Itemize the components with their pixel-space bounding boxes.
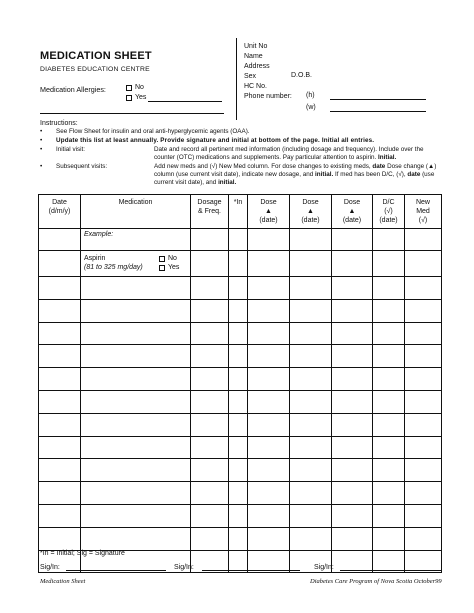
patient-info-block [244, 42, 292, 102]
table-cell[interactable] [81, 277, 191, 300]
table-row [39, 504, 442, 527]
instruction-initial-text [154, 146, 444, 162]
table-cell[interactable] [248, 322, 290, 345]
table-cell[interactable] [373, 413, 405, 436]
header-date-label: Date [52, 199, 67, 206]
table-cell[interactable] [248, 277, 290, 300]
table-cell[interactable] [39, 277, 81, 300]
instruction-subsequent-bold-d: initial. [218, 179, 237, 187]
header-dose-3 [332, 195, 373, 229]
bullet-icon: • [40, 137, 43, 144]
signature-line-1[interactable] [66, 570, 166, 571]
table-cell[interactable] [332, 229, 373, 251]
instruction-subsequent-text [154, 163, 449, 188]
table-cell[interactable] [332, 459, 373, 482]
table-cell[interactable] [39, 436, 81, 459]
table-cell[interactable] [229, 322, 248, 345]
table-cell[interactable] [39, 504, 81, 527]
table-row [39, 368, 442, 391]
table-row [39, 299, 442, 322]
checkmark-icon: (√) [418, 217, 428, 224]
table-cell[interactable] [248, 413, 290, 436]
table-cell[interactable] [81, 413, 191, 436]
table-cell[interactable] [229, 229, 248, 251]
table-cell[interactable] [248, 368, 290, 391]
table-cell[interactable] [81, 322, 191, 345]
triangle-up-icon: ▲ [307, 208, 314, 215]
table-cell[interactable] [290, 251, 332, 277]
table-cell[interactable] [191, 299, 229, 322]
triangle-up-icon: ▲ [265, 208, 272, 215]
table-cell[interactable] [248, 459, 290, 482]
table-cell[interactable] [81, 251, 191, 277]
table-cell[interactable] [248, 482, 290, 505]
table-row [39, 459, 442, 482]
instruction-subsequent-bold-a: date [372, 163, 386, 170]
table-row [39, 527, 442, 550]
bullet-icon: • [40, 163, 43, 170]
instruction-initial-body: Date and record all pertinent med information (including dosage and frequency). Include over the counter (OTC) medications and supplements. Pay particular attention to aspirin. [154, 146, 424, 162]
header-dosage [191, 195, 229, 229]
table-cell[interactable] [191, 390, 229, 413]
table-row [39, 413, 442, 436]
header-dose-2 [290, 195, 332, 229]
table-cell[interactable] [39, 413, 81, 436]
table-cell[interactable] [405, 345, 442, 368]
instructions-heading: Instructions: [40, 120, 78, 127]
table-cell[interactable] [405, 413, 442, 436]
phone-work-line[interactable] [330, 111, 426, 112]
table-cell[interactable] [290, 527, 332, 550]
header-med-label: Med [416, 208, 430, 215]
table-cell[interactable] [332, 527, 373, 550]
signature-line-2[interactable] [202, 570, 300, 571]
table-cell[interactable] [332, 504, 373, 527]
table-cell[interactable] [39, 299, 81, 322]
table-cell[interactable] [81, 527, 191, 550]
table-cell[interactable] [248, 527, 290, 550]
signature-line-3[interactable] [340, 570, 442, 571]
table-cell[interactable] [332, 368, 373, 391]
header-dose-1 [248, 195, 290, 229]
table-cell[interactable] [229, 413, 248, 436]
table-cell[interactable] [373, 277, 405, 300]
header-medication-label: Medication [118, 199, 153, 206]
checkbox-icon[interactable] [159, 265, 165, 271]
table-cell[interactable] [229, 482, 248, 505]
example-drug-dose: (81 to 325 mg/day) [84, 264, 143, 271]
header-date [39, 195, 81, 229]
table-row-example-label [39, 229, 442, 251]
table-cell[interactable] [191, 482, 229, 505]
header-dose-1-label: Dose [260, 199, 277, 206]
header-dosage-label: Dosage [197, 199, 222, 206]
table-cell[interactable] [191, 504, 229, 527]
allergy-yes-option[interactable] [126, 94, 146, 101]
table-cell[interactable] [39, 322, 81, 345]
table-cell[interactable] [290, 413, 332, 436]
table-cell[interactable] [191, 413, 229, 436]
page-title: MEDICATION SHEET [40, 50, 152, 62]
instruction-subsequent-part-a: Add new meds and (√) New Med column. For dose changes to existing meds, [154, 163, 371, 170]
table-cell[interactable] [191, 322, 229, 345]
table-cell[interactable] [39, 368, 81, 391]
table-cell[interactable] [229, 390, 248, 413]
page-subtitle: DIABETES EDUCATION CENTRE [40, 66, 150, 73]
table-cell[interactable] [229, 277, 248, 300]
table-cell[interactable] [191, 229, 229, 251]
table-cell[interactable] [373, 229, 405, 251]
instruction-flow-sheet: See Flow Sheet for insulin and oral anti-hyperglycemic agents (OAA). [56, 128, 250, 135]
table-cell[interactable] [290, 277, 332, 300]
instruction-subsequent-bold-b: initial. [315, 171, 334, 179]
table-cell[interactable] [405, 390, 442, 413]
table-row [39, 322, 442, 345]
table-cell[interactable] [229, 368, 248, 391]
table-row [39, 482, 442, 505]
table-cell[interactable] [405, 277, 442, 300]
table-cell[interactable] [332, 345, 373, 368]
instruction-subsequent-part-b: Dose change (▲) column (use current visit date), indicate new dosage, and [154, 163, 437, 179]
header-dose-1-sub: (date) [259, 217, 278, 224]
table-cell[interactable] [229, 345, 248, 368]
header-dose-2-label: Dose [302, 199, 319, 206]
table-cell[interactable] [405, 322, 442, 345]
instruction-initial-label: Initial visit: [56, 146, 86, 153]
address-label: Address [244, 63, 270, 70]
table-cell[interactable] [229, 299, 248, 322]
table-cell[interactable] [191, 277, 229, 300]
header-dc-sub: (date) [379, 217, 398, 224]
checkbox-icon[interactable] [126, 95, 132, 101]
table-cell[interactable] [39, 345, 81, 368]
name-label: Name [244, 53, 263, 60]
unit-no-label: Unit No [244, 43, 268, 50]
table-cell[interactable] [332, 251, 373, 277]
table-cell[interactable] [229, 504, 248, 527]
example-label: Example: [84, 231, 114, 238]
example-yes-label: Yes [168, 264, 180, 271]
header-date-sub: (d/m/y) [48, 208, 71, 215]
table-cell[interactable] [332, 299, 373, 322]
table-cell[interactable] [373, 345, 405, 368]
signature-label-3: Sig/In: [314, 564, 334, 571]
table-cell[interactable] [290, 368, 332, 391]
table-cell[interactable] [290, 229, 332, 251]
header-dosage-sub: & Freq. [198, 208, 221, 215]
table-cell[interactable] [81, 390, 191, 413]
table-cell[interactable] [405, 504, 442, 527]
hc-no-label: HC No. [244, 83, 267, 90]
header-dose-3-label: Dose [343, 199, 361, 206]
table-cell[interactable] [248, 229, 290, 251]
table-cell[interactable] [81, 229, 191, 251]
table-cell[interactable] [81, 299, 191, 322]
table-cell[interactable] [191, 345, 229, 368]
footer-form-name: Medication Sheet [40, 578, 86, 585]
table-cell[interactable] [229, 527, 248, 550]
allergy-no-label: No [135, 84, 144, 91]
checkmark-icon: (√) [384, 208, 393, 215]
table-row [39, 390, 442, 413]
table-cell[interactable] [373, 368, 405, 391]
table-cell[interactable] [81, 436, 191, 459]
table-cell[interactable] [290, 482, 332, 505]
instruction-initial-emphasis: Initial. [378, 154, 397, 162]
table-cell[interactable] [39, 482, 81, 505]
allergies-label: Medication Allergies: [40, 85, 106, 94]
signature-label-1: Sig/In: [40, 564, 60, 571]
table-cell[interactable] [39, 527, 81, 550]
table-cell[interactable] [229, 251, 248, 277]
header-vertical-divider [236, 38, 237, 120]
header-new-med [405, 195, 442, 229]
table-cell[interactable] [373, 322, 405, 345]
table-cell[interactable] [290, 436, 332, 459]
table-cell[interactable] [191, 459, 229, 482]
table-cell[interactable] [229, 436, 248, 459]
allergy-details-line[interactable] [148, 101, 222, 102]
table-cell[interactable] [191, 368, 229, 391]
table-cell[interactable] [290, 322, 332, 345]
table-cell[interactable] [81, 504, 191, 527]
table-cell[interactable] [229, 459, 248, 482]
table-cell[interactable] [248, 345, 290, 368]
example-no-label: No [168, 255, 177, 262]
table-cell[interactable] [405, 368, 442, 391]
table-cell[interactable] [290, 390, 332, 413]
bullet-icon: • [40, 146, 43, 153]
table-cell[interactable] [39, 390, 81, 413]
allergy-yes-label: Yes [135, 94, 147, 101]
signature-label-2: Sig/In: [174, 564, 194, 571]
table-cell[interactable] [81, 459, 191, 482]
table-cell[interactable] [290, 504, 332, 527]
medication-table [38, 194, 442, 573]
table-cell[interactable] [81, 345, 191, 368]
table-cell[interactable] [248, 390, 290, 413]
table-row [39, 345, 442, 368]
table-cell[interactable] [405, 527, 442, 550]
instruction-subsequent-bold-c: date [407, 171, 421, 179]
table-cell[interactable] [332, 390, 373, 413]
table-cell[interactable] [290, 459, 332, 482]
table-cell[interactable] [405, 251, 442, 277]
table-cell[interactable] [191, 251, 229, 277]
triangle-up-icon: ▲ [348, 208, 356, 215]
table-cell[interactable] [81, 368, 191, 391]
table-row [39, 436, 442, 459]
instruction-subsequent-part-d: (use current visit date), and [154, 171, 435, 187]
checkbox-icon[interactable] [126, 85, 132, 91]
example-drug-name: Aspirin [84, 255, 106, 262]
table-cell[interactable] [248, 436, 290, 459]
example-no-option[interactable] [159, 254, 179, 263]
table-cell[interactable] [332, 436, 373, 459]
instruction-subsequent-label: Subsequent visits: [56, 163, 108, 170]
footer-program: Diabetes Care Program of Nova Scotia October99 [310, 578, 442, 585]
dob-label: D.O.B. [291, 72, 313, 79]
checkbox-icon[interactable] [159, 256, 165, 262]
table-cell[interactable] [405, 482, 442, 505]
table-cell[interactable] [332, 322, 373, 345]
header-initial [229, 195, 248, 229]
header-new-label: New [415, 199, 430, 206]
table-cell[interactable] [332, 413, 373, 436]
table-row-example-aspirin [39, 251, 442, 277]
table-cell[interactable] [191, 436, 229, 459]
table-cell[interactable] [373, 436, 405, 459]
table-cell[interactable] [39, 229, 81, 251]
bullet-icon: • [40, 128, 43, 135]
table-cell[interactable] [290, 345, 332, 368]
phone-home-label: (h) [306, 92, 315, 99]
header-dc [373, 195, 405, 229]
example-options [159, 254, 179, 272]
table-cell[interactable] [39, 459, 81, 482]
legend-note: *In = Initial; Sig = Signature [40, 550, 125, 557]
table-cell[interactable] [373, 390, 405, 413]
instruction-subsequent-part-c: If med has been D/C, (√), [334, 171, 406, 179]
table-row [39, 277, 442, 300]
phone-home-line[interactable] [330, 99, 426, 100]
table-cell[interactable] [405, 229, 442, 251]
table-cell[interactable] [248, 251, 290, 277]
table-cell[interactable] [405, 299, 442, 322]
table-cell[interactable] [373, 504, 405, 527]
header-medication [81, 195, 191, 229]
table-cell[interactable] [81, 482, 191, 505]
header-divider [40, 113, 224, 114]
table-cell[interactable] [39, 251, 81, 277]
phone-work-label: (w) [306, 104, 316, 111]
header-dose-2-sub: (date) [301, 217, 320, 224]
table-cell[interactable] [248, 504, 290, 527]
table-cell[interactable] [373, 482, 405, 505]
table-cell[interactable] [373, 251, 405, 277]
table-cell[interactable] [373, 459, 405, 482]
phone-label: Phone number: [244, 93, 292, 100]
example-yes-option[interactable] [159, 263, 179, 272]
table-cell[interactable] [191, 527, 229, 550]
table-cell[interactable] [405, 436, 442, 459]
table-cell[interactable] [248, 299, 290, 322]
table-cell[interactable] [373, 527, 405, 550]
table-cell[interactable] [373, 299, 405, 322]
table-body [39, 229, 442, 573]
sex-label: Sex [244, 73, 257, 80]
header-dose-3-sub: (date) [342, 217, 362, 224]
table-cell[interactable] [290, 299, 332, 322]
header-dc-label: D/C [382, 199, 395, 206]
instruction-update: Update this list at least annually. Provide signature and initial at bottom of the page. Initial all entries. [56, 137, 375, 144]
header-initial-label: *In [233, 199, 243, 206]
table-cell[interactable] [405, 459, 442, 482]
table-cell[interactable] [332, 482, 373, 505]
table-header-row [39, 195, 442, 229]
allergy-no-option[interactable] [126, 84, 144, 91]
table-cell[interactable] [332, 277, 373, 300]
